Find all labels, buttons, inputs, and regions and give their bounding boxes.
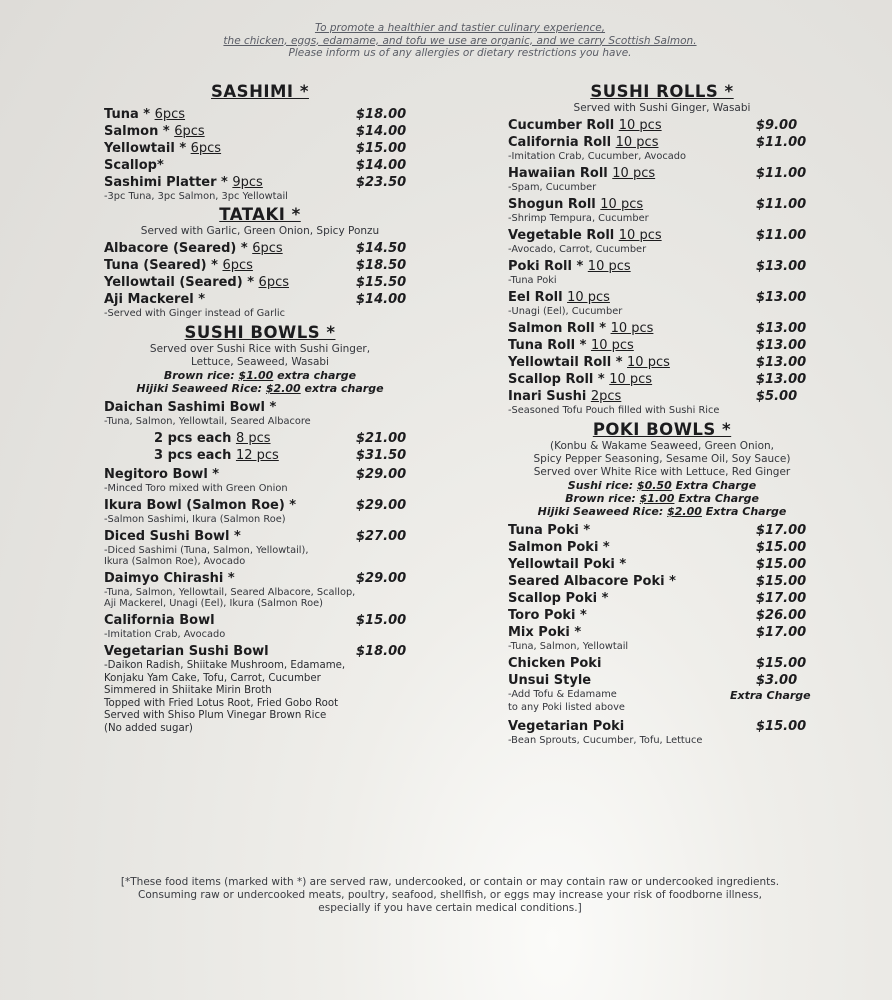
right-column [508,80,816,749]
item-qty: 10 pcs [600,197,644,212]
item-name: Vegetarian Sushi Bowl [104,644,269,659]
item-price: $11.00 [756,166,807,181]
item-label: Ikura Bowl (Salmon Roe) * [104,498,297,513]
notice-line-2: the chicken, eggs, edamame, and tofu we use are organic, and we carry Scottish Salmon. [223,34,697,47]
item-desc: -3pc Tuna, 3pc Salmon, 3pc Yellowtail [104,191,288,202]
item-price: $14.00 [356,158,407,173]
menu-item-vegetarian-sushi-bowl [104,643,416,660]
option-label: 2 pcs each [154,431,236,446]
warning-line-3: especially if you have certain medical conditions.] [318,902,582,914]
item-name [508,607,756,624]
item-desc: -Avocado, Carrot, Cucumber [508,244,647,255]
item-price: $23.50 [356,175,407,190]
notice-line-3: Please inform us of any allergies or dietary restrictions you have. [288,47,632,59]
tataki-subtitle: Served with Garlic, Green Onion, Spicy Ponzu [140,225,380,237]
sushi-bowls-sub-2: Lettuce, Seaweed, Wasabi [191,356,329,368]
menu-item [508,134,816,151]
menu-item [104,257,416,274]
menu-item [508,354,816,371]
hijiki-rice-price: $2.00 [265,382,301,395]
item-label: Albacore (Seared) * [104,241,253,256]
brown-rice-label: Brown rice: [163,369,239,382]
menu-item [104,291,416,308]
item-name [508,573,756,590]
item-name [104,528,356,545]
item-name [508,337,756,354]
item-name: Vegetarian Poki [508,719,625,734]
menu-item [508,258,816,275]
left-column [104,80,416,735]
menu-item [508,371,816,388]
item-desc: -Imitation Crab, Avocado [104,629,226,640]
hijiki-rice-suffix: extra charge [300,382,384,395]
item-qty: 10 pcs [615,135,659,150]
item-name [104,274,356,291]
item-label: Tuna * [104,107,155,122]
sushi-rice-suffix: Extra Charge [671,479,757,492]
sushi-rolls-list [508,117,816,416]
sushi-bowls-hijiki-rice [104,382,416,395]
menu-item [104,174,416,191]
item-qty: 10 pcs [618,228,662,243]
item-label: Tuna Poki * [508,523,591,538]
item-price: $15.00 [756,574,807,589]
tataki-title: TATAKI * [219,205,301,224]
brown-rice-price: $1.00 [238,369,274,382]
item-label: Mix Poki * [508,625,582,640]
poki-hijiki-rice [508,505,816,518]
item-label: Yellowtail * [104,141,191,156]
poki-brown-rice [508,492,816,505]
item-price: $13.00 [756,355,807,370]
menu-item [508,117,816,134]
item-label: Salmon * [104,124,175,139]
veg-desc-line: Simmered in Shiitake Mirin Broth [104,685,272,696]
item-label: Scallop Poki * [508,591,609,606]
item-label: Salmon Roll * [508,321,611,336]
item-name [104,240,356,257]
sushi-bowls-title: SUSHI BOWLS * [184,323,336,342]
poki-bowls-list [508,522,816,672]
veg-desc-line: -Daikon Radish, Shiitake Mushroom, Edamame, [104,660,346,671]
veg-desc-line: Topped with Fried Lotus Root, Fried Gobo Root [104,697,339,709]
hijiki-rice-label: Hijiki Seaweed Rice: [537,505,668,518]
item-name [508,354,756,371]
sushi-rolls-title: SUSHI ROLLS * [590,82,734,101]
item-name [508,165,756,182]
menu-item [508,388,816,405]
poki-sushi-rice [508,479,816,492]
item-desc: -Spam, Cucumber [508,182,597,193]
item-qty: 2pcs [590,389,622,404]
menu-item [508,624,816,641]
item-name [104,466,356,483]
warning-line-2: Consuming raw or undercooked meats, poultry, seafood, shellfish, or eggs may increase your risk of foodborne illness, [138,889,762,901]
menu-item [508,573,816,590]
menu-item [104,612,416,629]
menu-item [104,140,416,157]
item-price: $14.50 [356,241,407,256]
item-price: $13.00 [756,321,807,336]
hijiki-rice-label: Hijiki Seaweed Rice: [136,382,266,395]
item-label: Cucumber Roll [508,118,619,133]
item-desc: -Salmon Sashimi, Ikura (Salmon Roe) [104,514,286,525]
notice-line-1: To promote a healthier and tastier culinary experience, [314,22,606,34]
item-price: $17.00 [756,625,807,640]
item-label: California Roll [508,135,616,150]
menu-item [104,497,416,514]
item-qty: 10 pcs [627,355,670,370]
item-name [508,556,756,573]
menu-item [104,466,416,483]
item-qty: 10 pcs [587,259,631,274]
item-price: $15.00 [356,613,407,628]
item-qty: 10 pcs [609,372,653,387]
item-label: Negitoro Bowl * [104,467,220,482]
item-name [508,590,756,607]
sushi-rice-label: Sushi rice: [567,479,637,492]
item-price: $15.50 [356,275,407,290]
item-price: $11.00 [756,228,807,243]
menu-item [104,106,416,123]
item-label: Inari Sushi [508,389,591,404]
poki-bowls-title: POKI BOWLS * [592,420,732,439]
item-desc: -Bean Sprouts, Cucumber, Tofu, Lettuce [508,735,703,746]
item-name [104,291,356,308]
item-qty: 10 pcs [618,118,662,133]
unsui-extra-charge: Extra Charge [730,689,811,702]
item-desc: -Imitation Crab, Cucumber, Avocado [508,151,686,162]
item-label: Salmon Poki * [508,540,610,555]
item-desc: -Tuna, Salmon, Yellowtail, Seared Albacore, Scallop, [104,587,356,598]
item-label: Vegetable Roll [508,228,619,243]
item-price: $17.00 [756,523,807,538]
item-name [508,522,756,539]
item-price: $13.00 [756,259,807,274]
item-label: Chicken Poki [508,656,602,671]
sushi-bowls-sub-1: Served over Sushi Rice with Sushi Ginger, [149,343,371,355]
item-name [104,570,356,587]
menu-item [508,196,816,213]
raw-food-warning [100,876,800,915]
vegetarian-bowl-description [104,660,416,735]
item-name [508,371,756,388]
item-name [104,106,356,123]
item-price: $18.00 [356,107,407,122]
item-desc: Aji Mackerel, Unagi (Eel), Ikura (Salmon Roe) [104,598,323,609]
item-name: Unsui Style [508,673,592,688]
item-label: Toro Poki * [508,608,587,623]
item-qty: 6pcs [174,124,205,139]
item-price: $11.00 [756,135,807,150]
sashimi-title: SASHIMI * [211,82,309,101]
item-price: $15.00 [756,540,807,555]
menu-item [104,274,416,291]
item-desc: -Served with Ginger instead of Garlic [104,308,286,319]
daichan-option-1 [104,430,416,447]
menu-item [508,590,816,607]
item-price: $15.00 [756,719,807,734]
item-desc: -Diced Sashimi (Tuna, Salmon, Yellowtail), [104,545,309,556]
item-desc: -Unagi (Eel), Cucumber [508,306,623,317]
item-name [508,289,756,306]
menu-item [508,522,816,539]
tataki-list [104,240,416,319]
menu-item [508,165,816,182]
option-qty: 8 pcs [235,431,271,446]
item-price: $9.00 [756,118,798,133]
item-price: $14.00 [356,292,407,307]
item-label: Tuna (Seared) * [104,258,223,273]
item-label: Yellowtail Roll * [508,355,628,370]
menu-item [104,528,416,545]
item-qty: 10 pcs [590,338,634,353]
item-desc: -Tuna, Salmon, Yellowtail [508,641,629,652]
item-desc: to any Poki listed above [508,702,625,713]
option-label: 3 pcs each [154,448,236,463]
item-name [508,196,756,213]
item-price: $5.00 [756,389,798,404]
item-name [508,258,756,275]
item-desc: -Shrimp Tempura, Cucumber [508,213,649,224]
item-qty: 10 pcs [612,166,656,181]
item-label: Sashimi Platter * [104,175,233,190]
option-qty: 12 pcs [235,448,279,463]
item-name [508,227,756,244]
item-price: $18.00 [356,644,407,659]
item-label: Yellowtail Poki * [508,557,627,572]
menu-item-daichan [104,399,416,416]
item-price: $18.50 [356,258,407,273]
item-name [104,174,356,191]
sashimi-list [104,106,416,202]
item-qty: 6pcs [258,275,289,290]
item-name [508,655,756,672]
item-price: $15.00 [356,141,407,156]
item-desc: Ikura (Salmon Roe), Avocado [104,556,246,567]
item-qty: 6pcs [222,258,253,273]
brown-rice-suffix: Extra Charge [674,492,759,505]
item-label: Eel Roll [508,290,568,305]
item-name [508,117,756,134]
item-name [508,539,756,556]
item-price: $11.00 [756,197,807,212]
item-label: Scallop* [104,158,164,173]
item-name [104,257,356,274]
brown-rice-price: $1.00 [639,492,675,505]
item-label: Seared Albacore Poki * [508,574,676,589]
item-desc: -Tuna, Salmon, Yellowtail, Seared Albacore [104,416,311,427]
item-label: Yellowtail (Seared) * [104,275,259,290]
item-label: Poki Roll * [508,259,588,274]
item-qty: 6pcs [190,141,222,156]
sushi-rolls-subtitle: Served with Sushi Ginger, Wasabi [573,102,751,114]
menu-item [508,655,816,672]
item-price: $29.00 [356,467,407,482]
item-price: $13.00 [756,290,807,305]
item-price: $13.00 [756,372,807,387]
menu-item [508,289,816,306]
menu-item [508,337,816,354]
item-price: $3.00 [756,673,798,688]
sushi-bowls-list [104,466,416,640]
menu-item [508,607,816,624]
option-price: $21.00 [356,431,407,446]
item-desc: -Minced Toro mixed with Green Onion [104,483,288,494]
item-price: $29.00 [356,571,407,586]
menu-item [104,240,416,257]
menu-item [104,123,416,140]
item-label: Aji Mackerel * [104,292,206,307]
item-label: Hawaiian Roll [508,166,613,181]
item-name [508,624,756,641]
menu-item-unsui-style [508,672,816,689]
unsui-desc-row [508,689,816,702]
item-name [104,612,356,629]
item-price: $29.00 [356,498,407,513]
item-name [508,320,756,337]
warning-line-1: [*These food items (marked with *) are served raw, undercooked, or contain or may contain raw or undercooked ingredients. [120,876,780,888]
item-desc: -Add Tofu & Edamame [508,689,617,700]
item-price: $17.00 [756,591,807,606]
item-qty: 10 pcs [610,321,654,336]
poki-bowls-sub-1: (Konbu & Wakame Seaweed, Green Onion, [549,440,775,452]
menu-item [104,157,416,174]
sushi-bowls-brown-rice [104,369,416,382]
brown-rice-label: Brown rice: [565,492,640,505]
poki-bowls-sub-3: Served over White Rice with Lettuce, Red Ginger [533,466,791,478]
item-name [508,388,756,405]
item-desc: -Tuna Poki [508,275,557,286]
menu-item-vegetarian-poki [508,718,816,735]
item-name [508,134,756,151]
item-price: $15.00 [756,656,807,671]
menu-item [104,570,416,587]
hijiki-rice-suffix: Extra Charge [701,505,787,518]
poki-bowls-sub-2: Spicy Pepper Seasoning, Sesame Oil, Soy Sauce) [533,453,791,465]
option-price: $31.50 [356,448,407,463]
veg-desc-line: (No added sugar) [104,722,193,734]
menu-item [508,320,816,337]
item-label: Tuna Roll * [508,338,591,353]
sushi-rice-price: $0.50 [636,479,672,492]
daichan-option-2 [104,447,416,464]
item-price: $14.00 [356,124,407,139]
item-name [104,497,356,514]
menu-item [508,539,816,556]
item-qty: 10 pcs [567,290,610,305]
hijiki-rice-price: $2.00 [667,505,702,518]
item-qty: 6pcs [252,241,283,256]
item-price: $15.00 [756,557,807,572]
item-label: Scallop Roll * [508,372,610,387]
item-name: Daichan Sashimi Bowl * [104,400,277,415]
item-name [104,157,356,174]
item-label: Shogun Roll [508,197,601,212]
veg-desc-line: Served with Shiso Plum Vinegar Brown Rice [104,710,327,721]
menu-item [508,556,816,573]
item-desc: -Seasoned Tofu Pouch filled with Sushi Rice [508,405,720,416]
organic-notice [150,22,770,60]
veg-desc-line: Konjaku Yam Cake, Tofu, Carrot, Cucumber [104,672,321,684]
item-price: $27.00 [356,529,407,544]
item-qty: 6pcs [154,107,186,122]
item-label: Daimyo Chirashi * [104,571,235,586]
menu-item [508,227,816,244]
item-price: $13.00 [756,338,807,353]
item-label: Diced Sushi Bowl * [104,529,241,544]
item-name [104,123,356,140]
item-label: California Bowl [104,613,215,628]
brown-rice-suffix: extra charge [273,369,357,382]
item-price: $26.00 [756,608,807,623]
item-name [104,140,356,157]
item-qty: 9pcs [232,175,263,190]
